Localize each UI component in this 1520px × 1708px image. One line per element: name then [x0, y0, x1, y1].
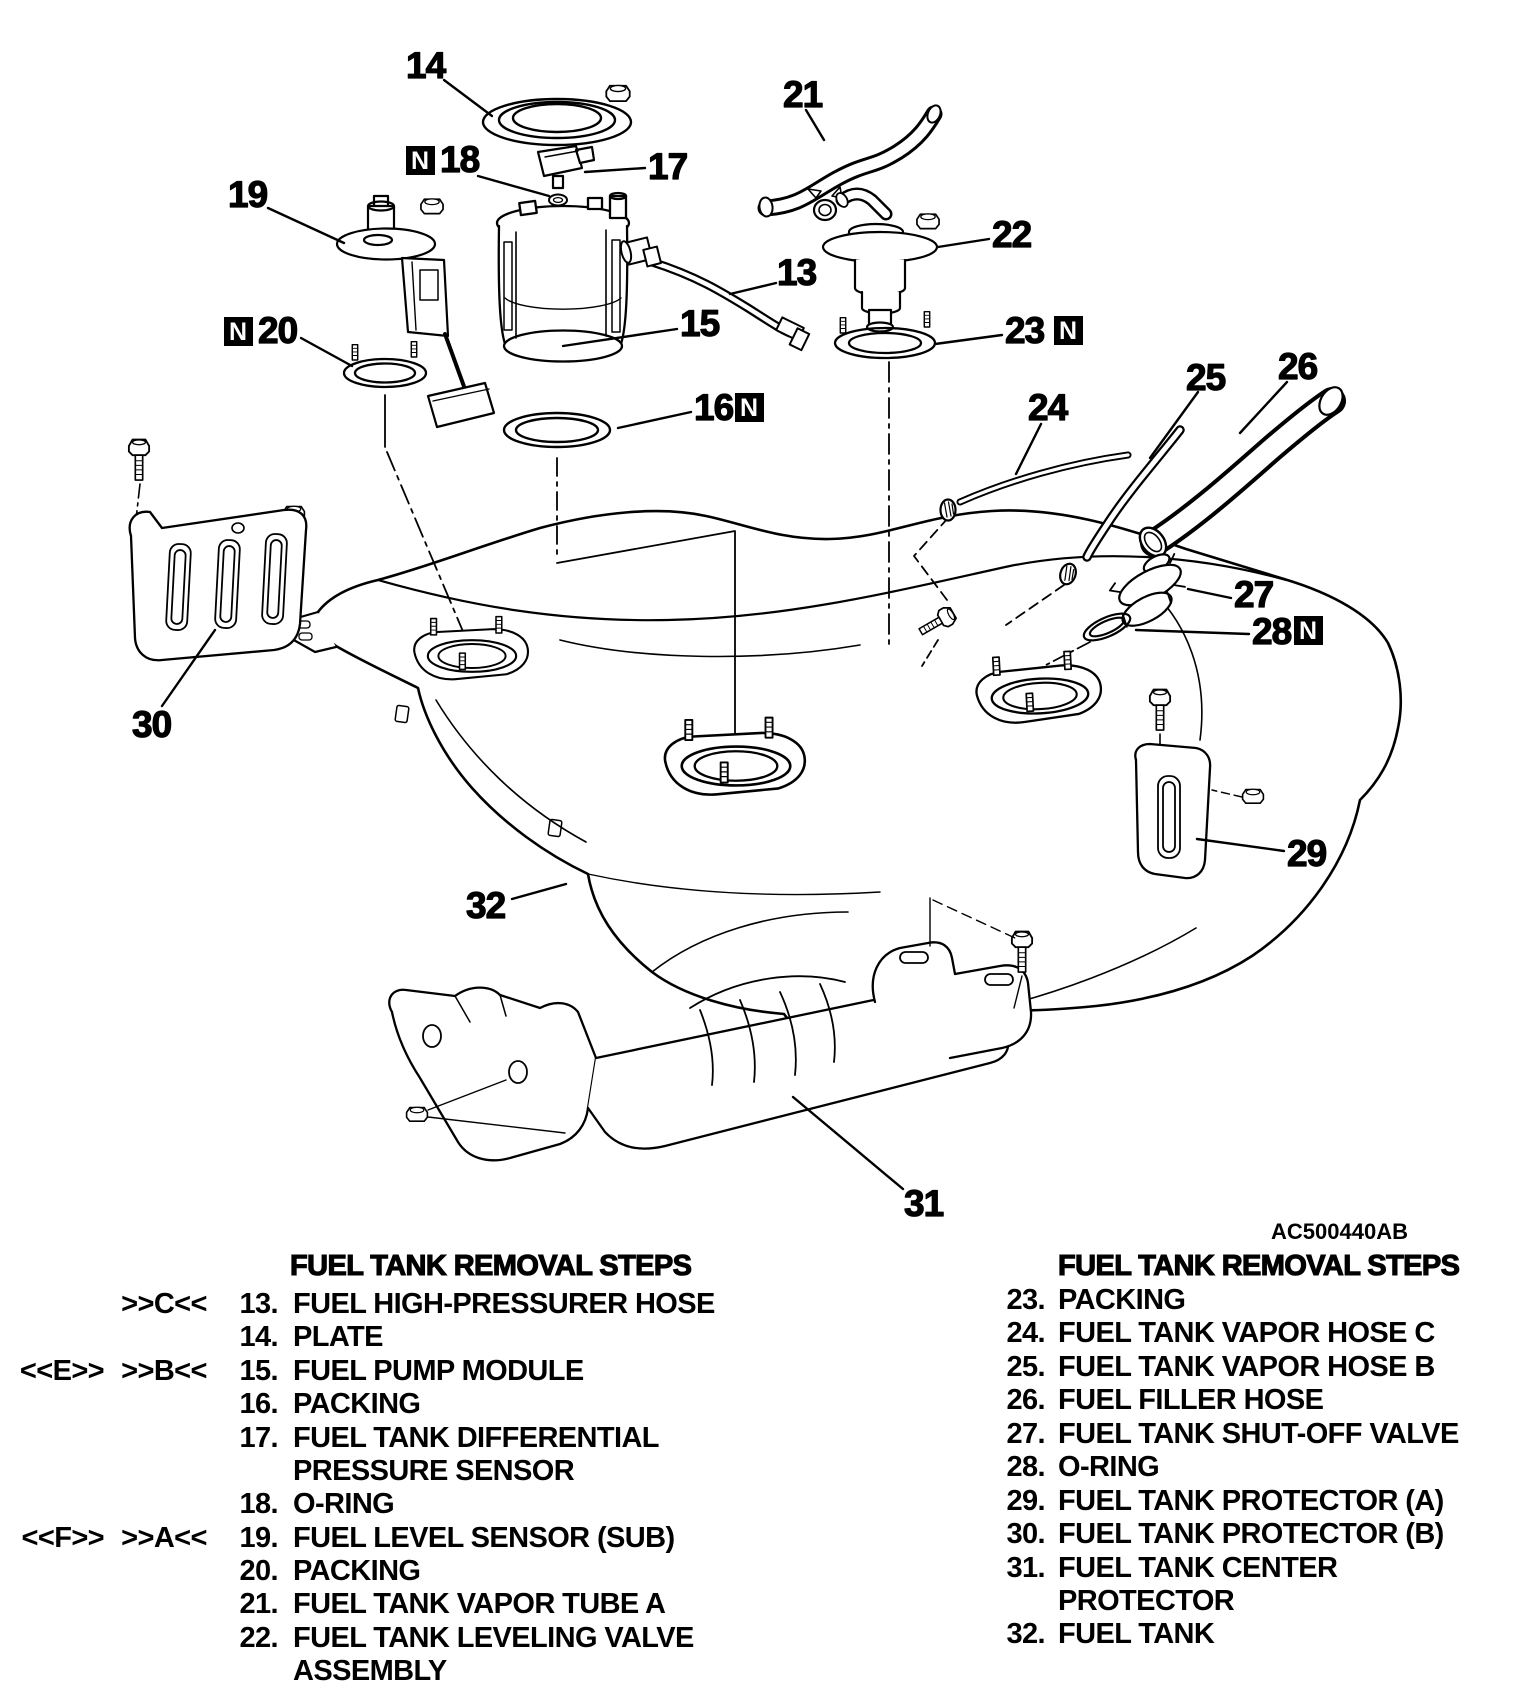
n-marker-28: N	[1298, 617, 1318, 645]
n-marker-20: N	[228, 318, 248, 346]
step-text: PRESSURE SENSOR	[293, 1455, 575, 1487]
callout-15: 15	[680, 303, 720, 344]
step-number: 25.	[1006, 1351, 1045, 1383]
step-number: 26.	[1006, 1384, 1045, 1416]
callout-25: 25	[1186, 357, 1226, 398]
step-text: FUEL TANK	[1058, 1618, 1215, 1650]
figure-code: AC500440AB	[1271, 1219, 1408, 1244]
step-text: FUEL TANK VAPOR HOSE B	[1058, 1351, 1435, 1383]
callout-21: 21	[783, 74, 823, 115]
step-row	[0, 1618, 1520, 1654]
step-text: PACKING	[1058, 1284, 1186, 1316]
step-text: PACKING	[293, 1555, 421, 1587]
n-marker-18: N	[410, 147, 430, 175]
callout-17: 17	[648, 146, 688, 187]
step-number: 18.	[239, 1488, 278, 1520]
callout-28: 28	[1252, 611, 1292, 652]
step-number: 19.	[239, 1522, 278, 1554]
callout-26: 26	[1278, 346, 1318, 387]
step-number: 23.	[1006, 1284, 1045, 1316]
step-row	[0, 1487, 1520, 1518]
step-text: FUEL TANK PROTECTOR (B)	[1058, 1518, 1444, 1550]
step-text: O-RING	[1058, 1451, 1160, 1483]
step-row-continuation	[0, 1587, 1520, 1618]
step-pre-marker: <<F>>	[21, 1522, 104, 1554]
callout-18: 18	[440, 139, 480, 180]
step-text: PLATE	[293, 1321, 383, 1353]
step-row	[0, 1284, 1520, 1320]
step-text: PACKING	[293, 1388, 421, 1420]
step-row	[0, 1317, 1520, 1353]
step-number: 24.	[1006, 1317, 1045, 1349]
n-marker-16: N	[739, 394, 759, 422]
step-number: 16.	[239, 1388, 278, 1420]
step-row	[0, 1384, 1520, 1420]
step-row	[0, 1554, 1520, 1585]
step-number: 29.	[1006, 1485, 1045, 1517]
step-number: 20.	[239, 1555, 278, 1587]
step-number: 30.	[1006, 1518, 1045, 1550]
callout-14: 14	[406, 45, 446, 86]
step-text: O-RING	[293, 1488, 395, 1520]
callout-27: 27	[1234, 574, 1274, 615]
callout-20: 20	[258, 310, 298, 351]
callout-29: 29	[1287, 833, 1327, 874]
step-text: FUEL FILLER HOSE	[1058, 1384, 1324, 1416]
step-row	[0, 1518, 1520, 1554]
callout-22: 22	[992, 214, 1032, 255]
step-number: 17.	[239, 1422, 278, 1454]
callout-32: 32	[466, 885, 506, 926]
step-text: FUEL TANK VAPOR HOSE C	[1058, 1317, 1435, 1349]
step-number: 27.	[1006, 1418, 1045, 1450]
step-text: ASSEMBLY	[293, 1655, 447, 1687]
step-number: 14.	[239, 1321, 278, 1353]
step-row	[0, 1351, 1520, 1387]
step-number: 22.	[239, 1622, 278, 1654]
step-number: 13.	[239, 1288, 278, 1320]
step-text: FUEL TANK SHUT-OFF VALVE	[1058, 1418, 1459, 1450]
step-number: 21.	[239, 1588, 278, 1620]
step-number: 28.	[1006, 1451, 1045, 1483]
callout-24: 24	[1028, 387, 1068, 428]
step-text: FUEL PUMP MODULE	[293, 1355, 584, 1387]
step-number: 31.	[1006, 1552, 1045, 1584]
step-text: FUEL TANK VAPOR TUBE A	[293, 1588, 666, 1620]
left-list-title: FUEL TANK REMOVAL STEPS	[290, 1250, 692, 1282]
n-marker-23: N	[1058, 317, 1078, 345]
step-row	[0, 1418, 1520, 1454]
callout-31: 31	[904, 1183, 944, 1220]
step-marker: >>A<<	[121, 1522, 207, 1554]
step-text: FUEL TANK PROTECTOR (A)	[1058, 1485, 1444, 1517]
step-row-continuation	[0, 1657, 1520, 1688]
callout-16: 16	[694, 387, 734, 428]
step-number: 15.	[239, 1355, 278, 1387]
step-text: FUEL HIGH-PRESSURER HOSE	[293, 1288, 715, 1320]
step-text: FUEL TANK CENTER	[1058, 1552, 1338, 1584]
callout-30: 30	[132, 704, 172, 745]
callout-19: 19	[228, 174, 268, 215]
step-row	[0, 1451, 1520, 1487]
callout-13: 13	[777, 252, 817, 293]
step-text: FUEL LEVEL SENSOR (SUB)	[293, 1522, 675, 1554]
step-marker: >>B<<	[121, 1355, 207, 1387]
step-number: 32.	[1006, 1618, 1045, 1650]
step-marker: >>C<<	[121, 1288, 207, 1320]
step-text: FUEL TANK DIFFERENTIAL	[293, 1422, 659, 1454]
callout-23: 23	[1005, 310, 1045, 351]
step-pre-marker: <<E>>	[19, 1355, 104, 1387]
step-text: FUEL TANK LEVELING VALVE	[293, 1622, 694, 1654]
right-list-title: FUEL TANK REMOVAL STEPS	[1058, 1250, 1460, 1282]
step-text: PROTECTOR	[1058, 1585, 1235, 1617]
